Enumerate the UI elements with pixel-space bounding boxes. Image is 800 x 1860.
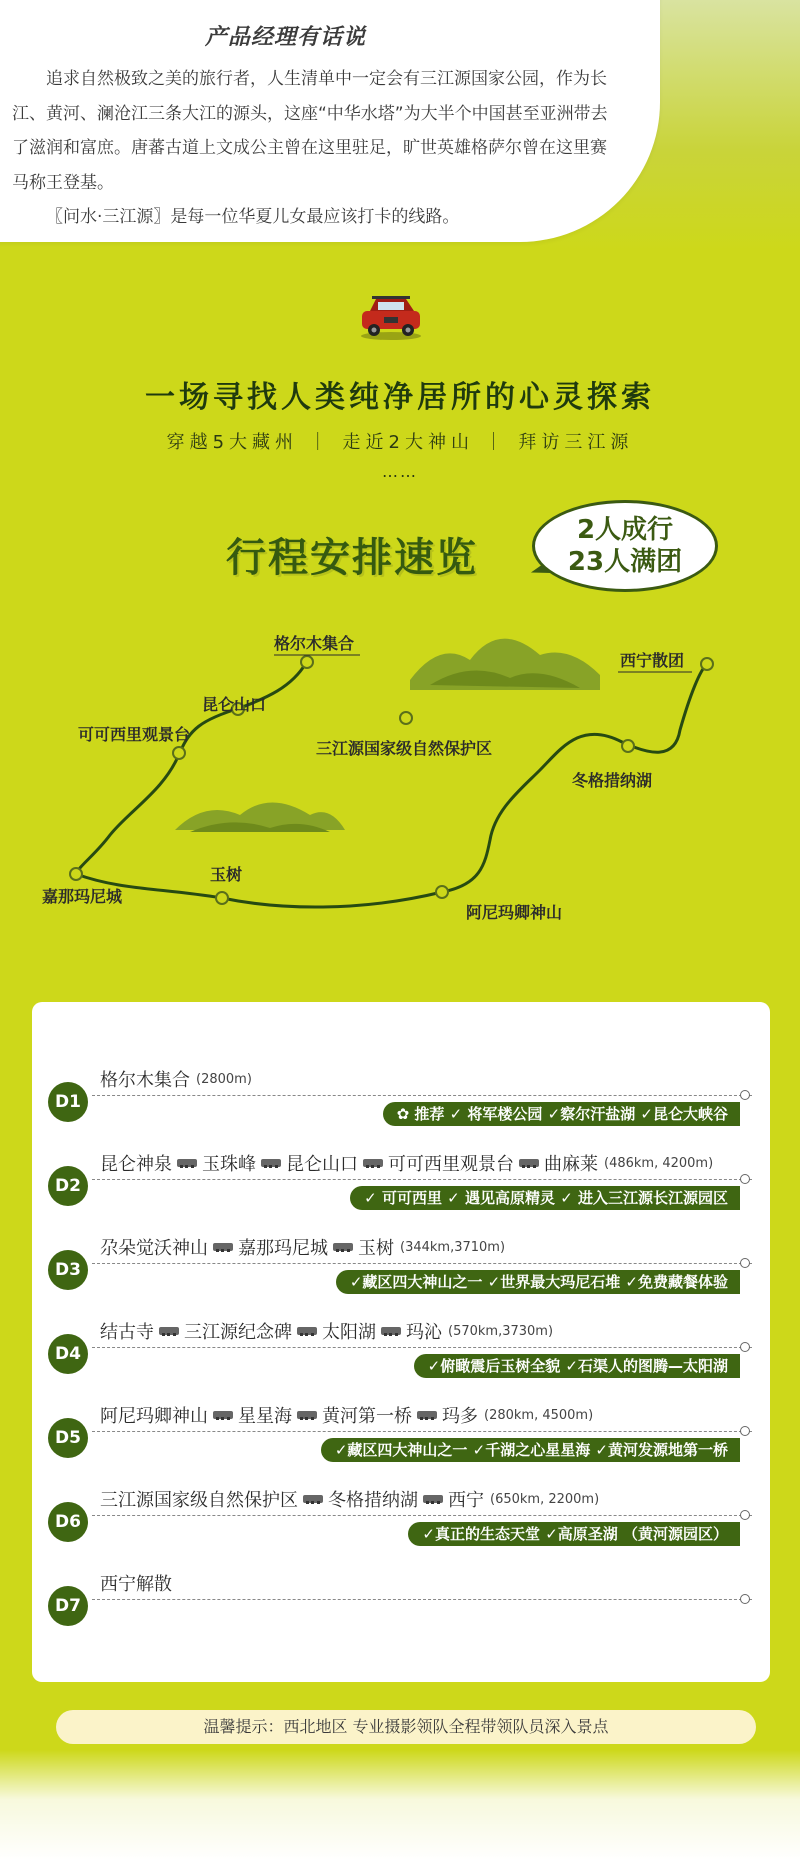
ellipsis: …… xyxy=(382,462,418,481)
note-paragraph: 〖问水·三江源〗是每一位华夏儿女最应该打卡的线路。 xyxy=(46,207,460,227)
route-stop: 西宁解散 xyxy=(100,1574,172,1595)
day-badge: D1 xyxy=(48,1082,88,1122)
map-label-yushu: 玉树 xyxy=(210,865,243,884)
route-stop: 可可西里观景台 xyxy=(388,1154,514,1175)
day-divider xyxy=(92,1095,752,1096)
map-label-kekexili: 可可西里观景台 xyxy=(78,725,191,744)
day-highlights: ✓藏区四大神山之一 ✓世界最大玛尼石堆 ✓免费藏餐体验 xyxy=(336,1270,740,1294)
route-stop: 结古寺 xyxy=(100,1322,154,1343)
route-stop: 三江源纪念碑 xyxy=(184,1322,292,1343)
day-distance-altitude: (486km, 4200m) xyxy=(604,1155,714,1171)
day-divider xyxy=(92,1515,752,1516)
map-label-amne: 阿尼玛卿神山 xyxy=(466,903,563,922)
day-divider xyxy=(92,1179,752,1180)
car-icon xyxy=(157,1325,181,1337)
group-size-bubble xyxy=(532,500,718,592)
car-icon xyxy=(259,1157,283,1169)
day-distance-altitude: (344km,3710m) xyxy=(400,1239,506,1255)
day-divider-end xyxy=(740,1510,750,1520)
day-divider-end xyxy=(740,1342,750,1352)
route-stop: 星星海 xyxy=(238,1406,292,1427)
day-row-d1 xyxy=(32,1044,770,1128)
day-distance-altitude: (570km,3730m) xyxy=(448,1323,554,1339)
car-icon xyxy=(421,1493,445,1505)
route-stop: 三江源国家级自然保护区 xyxy=(100,1490,298,1511)
day-route xyxy=(100,1066,252,1092)
map-label-donggeicuona: 冬格措纳湖 xyxy=(572,771,653,790)
car-icon xyxy=(175,1157,199,1169)
suv-icon xyxy=(356,293,426,341)
car-icon xyxy=(295,1409,319,1421)
route-stop: 昆仑神泉 xyxy=(100,1154,172,1175)
map-label-golmud: 格尔木集合 xyxy=(274,634,355,653)
route-stop: 格尔木集合 xyxy=(100,1070,190,1091)
day-route xyxy=(100,1402,593,1428)
car-icon xyxy=(379,1325,403,1337)
day-badge: D4 xyxy=(48,1334,88,1374)
car-icon xyxy=(361,1157,385,1169)
itinerary-card xyxy=(32,1002,770,1682)
day-highlights: ✓ 可可西里 ✓ 遇见高原精灵 ✓ 进入三江源长江源园区 xyxy=(350,1186,740,1210)
day-route xyxy=(100,1570,172,1596)
route-stop: 嘉那玛尼城 xyxy=(238,1238,328,1259)
day-divider xyxy=(92,1263,752,1264)
bubble-max: 23人满团 xyxy=(567,547,683,577)
day-row-d6 xyxy=(32,1464,770,1548)
map-label-kunlun: 昆仑山口 xyxy=(202,695,267,714)
route-stop: 昆仑山口 xyxy=(286,1154,358,1175)
day-distance-altitude: (280km, 4500m) xyxy=(484,1407,594,1423)
day-distance-altitude: (650km, 2200m) xyxy=(490,1491,600,1507)
day-highlights: ✿ 推荐 ✓ 将军楼公园 ✓察尔汗盐湖 ✓昆仑大峡谷 xyxy=(383,1102,740,1126)
car-icon xyxy=(211,1241,235,1253)
day-highlights: ✓藏区四大神山之一 ✓千湖之心星星海 ✓黄河发源地第一桥 xyxy=(321,1438,740,1462)
car-icon xyxy=(415,1409,439,1421)
headline: 一场寻找人类纯净居所的心灵探索 xyxy=(145,380,655,415)
route-stop: 太阳湖 xyxy=(322,1322,376,1343)
route-stop: 西宁 xyxy=(448,1490,484,1511)
tip-bar: 温馨提示：西北地区 专业摄影领队全程带领队员深入景点 xyxy=(56,1710,756,1744)
car-icon xyxy=(301,1493,325,1505)
route-stop: 阿尼玛卿神山 xyxy=(100,1406,208,1427)
car-icon xyxy=(517,1157,541,1169)
day-row-d2 xyxy=(32,1128,770,1212)
car-icon xyxy=(331,1241,355,1253)
route-stop: 玉珠峰 xyxy=(202,1154,256,1175)
day-badge: D5 xyxy=(48,1418,88,1458)
route-stop: 尕朵觉沃神山 xyxy=(100,1238,208,1259)
day-highlights: ✓俯瞰震后玉树全貌 ✓石渠人的图腾—太阳湖 xyxy=(414,1354,740,1378)
note-paragraph: 追求自然极致之美的旅行者，人生清单中一定会有三江源国家公园，作为长江、黄河、澜沧江三条大江的源头，这座“中华水塔”为大半个中国甚至亚洲带去了滋润和富庶。唐蕃古道上文成公主曾在这里驻足，旷世英雄格萨尔曾在这里赛马称王登基。 xyxy=(12,69,608,193)
route-map xyxy=(0,600,800,980)
day-badge: D7 xyxy=(48,1586,88,1626)
day-divider xyxy=(92,1599,752,1600)
map-label-sanjiangyuan: 三江源国家级自然保护区 xyxy=(316,739,493,758)
day-route xyxy=(100,1318,553,1344)
day-highlights: ✓真正的生态天堂 ✓高原圣湖 （黄河源园区） xyxy=(408,1522,740,1546)
day-badge: D6 xyxy=(48,1502,88,1542)
bottom-fade xyxy=(0,1750,800,1860)
schedule-title: 行程安排速览 xyxy=(226,535,478,581)
route-stop: 曲麻莱 xyxy=(544,1154,598,1175)
route-stop: 黄河第一桥 xyxy=(322,1406,412,1427)
route-stop: 冬格措纳湖 xyxy=(328,1490,418,1511)
route-stop: 玛多 xyxy=(442,1406,478,1427)
day-divider xyxy=(92,1347,752,1348)
note-title: 产品经理有话说 xyxy=(205,24,367,50)
day-route xyxy=(100,1486,599,1512)
day-divider-end xyxy=(740,1594,750,1604)
day-divider-end xyxy=(740,1258,750,1268)
route-stop: 玛沁 xyxy=(406,1322,442,1343)
day-route xyxy=(100,1150,713,1176)
day-divider-end xyxy=(740,1426,750,1436)
map-label-xining: 西宁散团 xyxy=(620,651,685,670)
day-badge: D3 xyxy=(48,1250,88,1290)
day-row-d3 xyxy=(32,1212,770,1296)
day-row-d4 xyxy=(32,1296,770,1380)
note-body xyxy=(12,62,612,235)
bubble-min: 2人成行 xyxy=(576,515,674,545)
day-divider-end xyxy=(740,1090,750,1100)
route-stop: 玉树 xyxy=(358,1238,394,1259)
day-row-d5 xyxy=(32,1380,770,1464)
car-icon xyxy=(295,1325,319,1337)
day-badge: D2 xyxy=(48,1166,88,1206)
day-divider xyxy=(92,1431,752,1432)
day-distance-altitude: (2800m) xyxy=(196,1071,252,1087)
day-row-d7 xyxy=(32,1548,770,1632)
day-route xyxy=(100,1234,505,1260)
day-divider-end xyxy=(740,1174,750,1184)
subline: 穿越5大藏州 ｜ 走近2大神山 ｜ 拜访三江源 xyxy=(166,432,634,453)
map-label-jianamani: 嘉那玛尼城 xyxy=(42,887,123,906)
car-icon xyxy=(211,1409,235,1421)
